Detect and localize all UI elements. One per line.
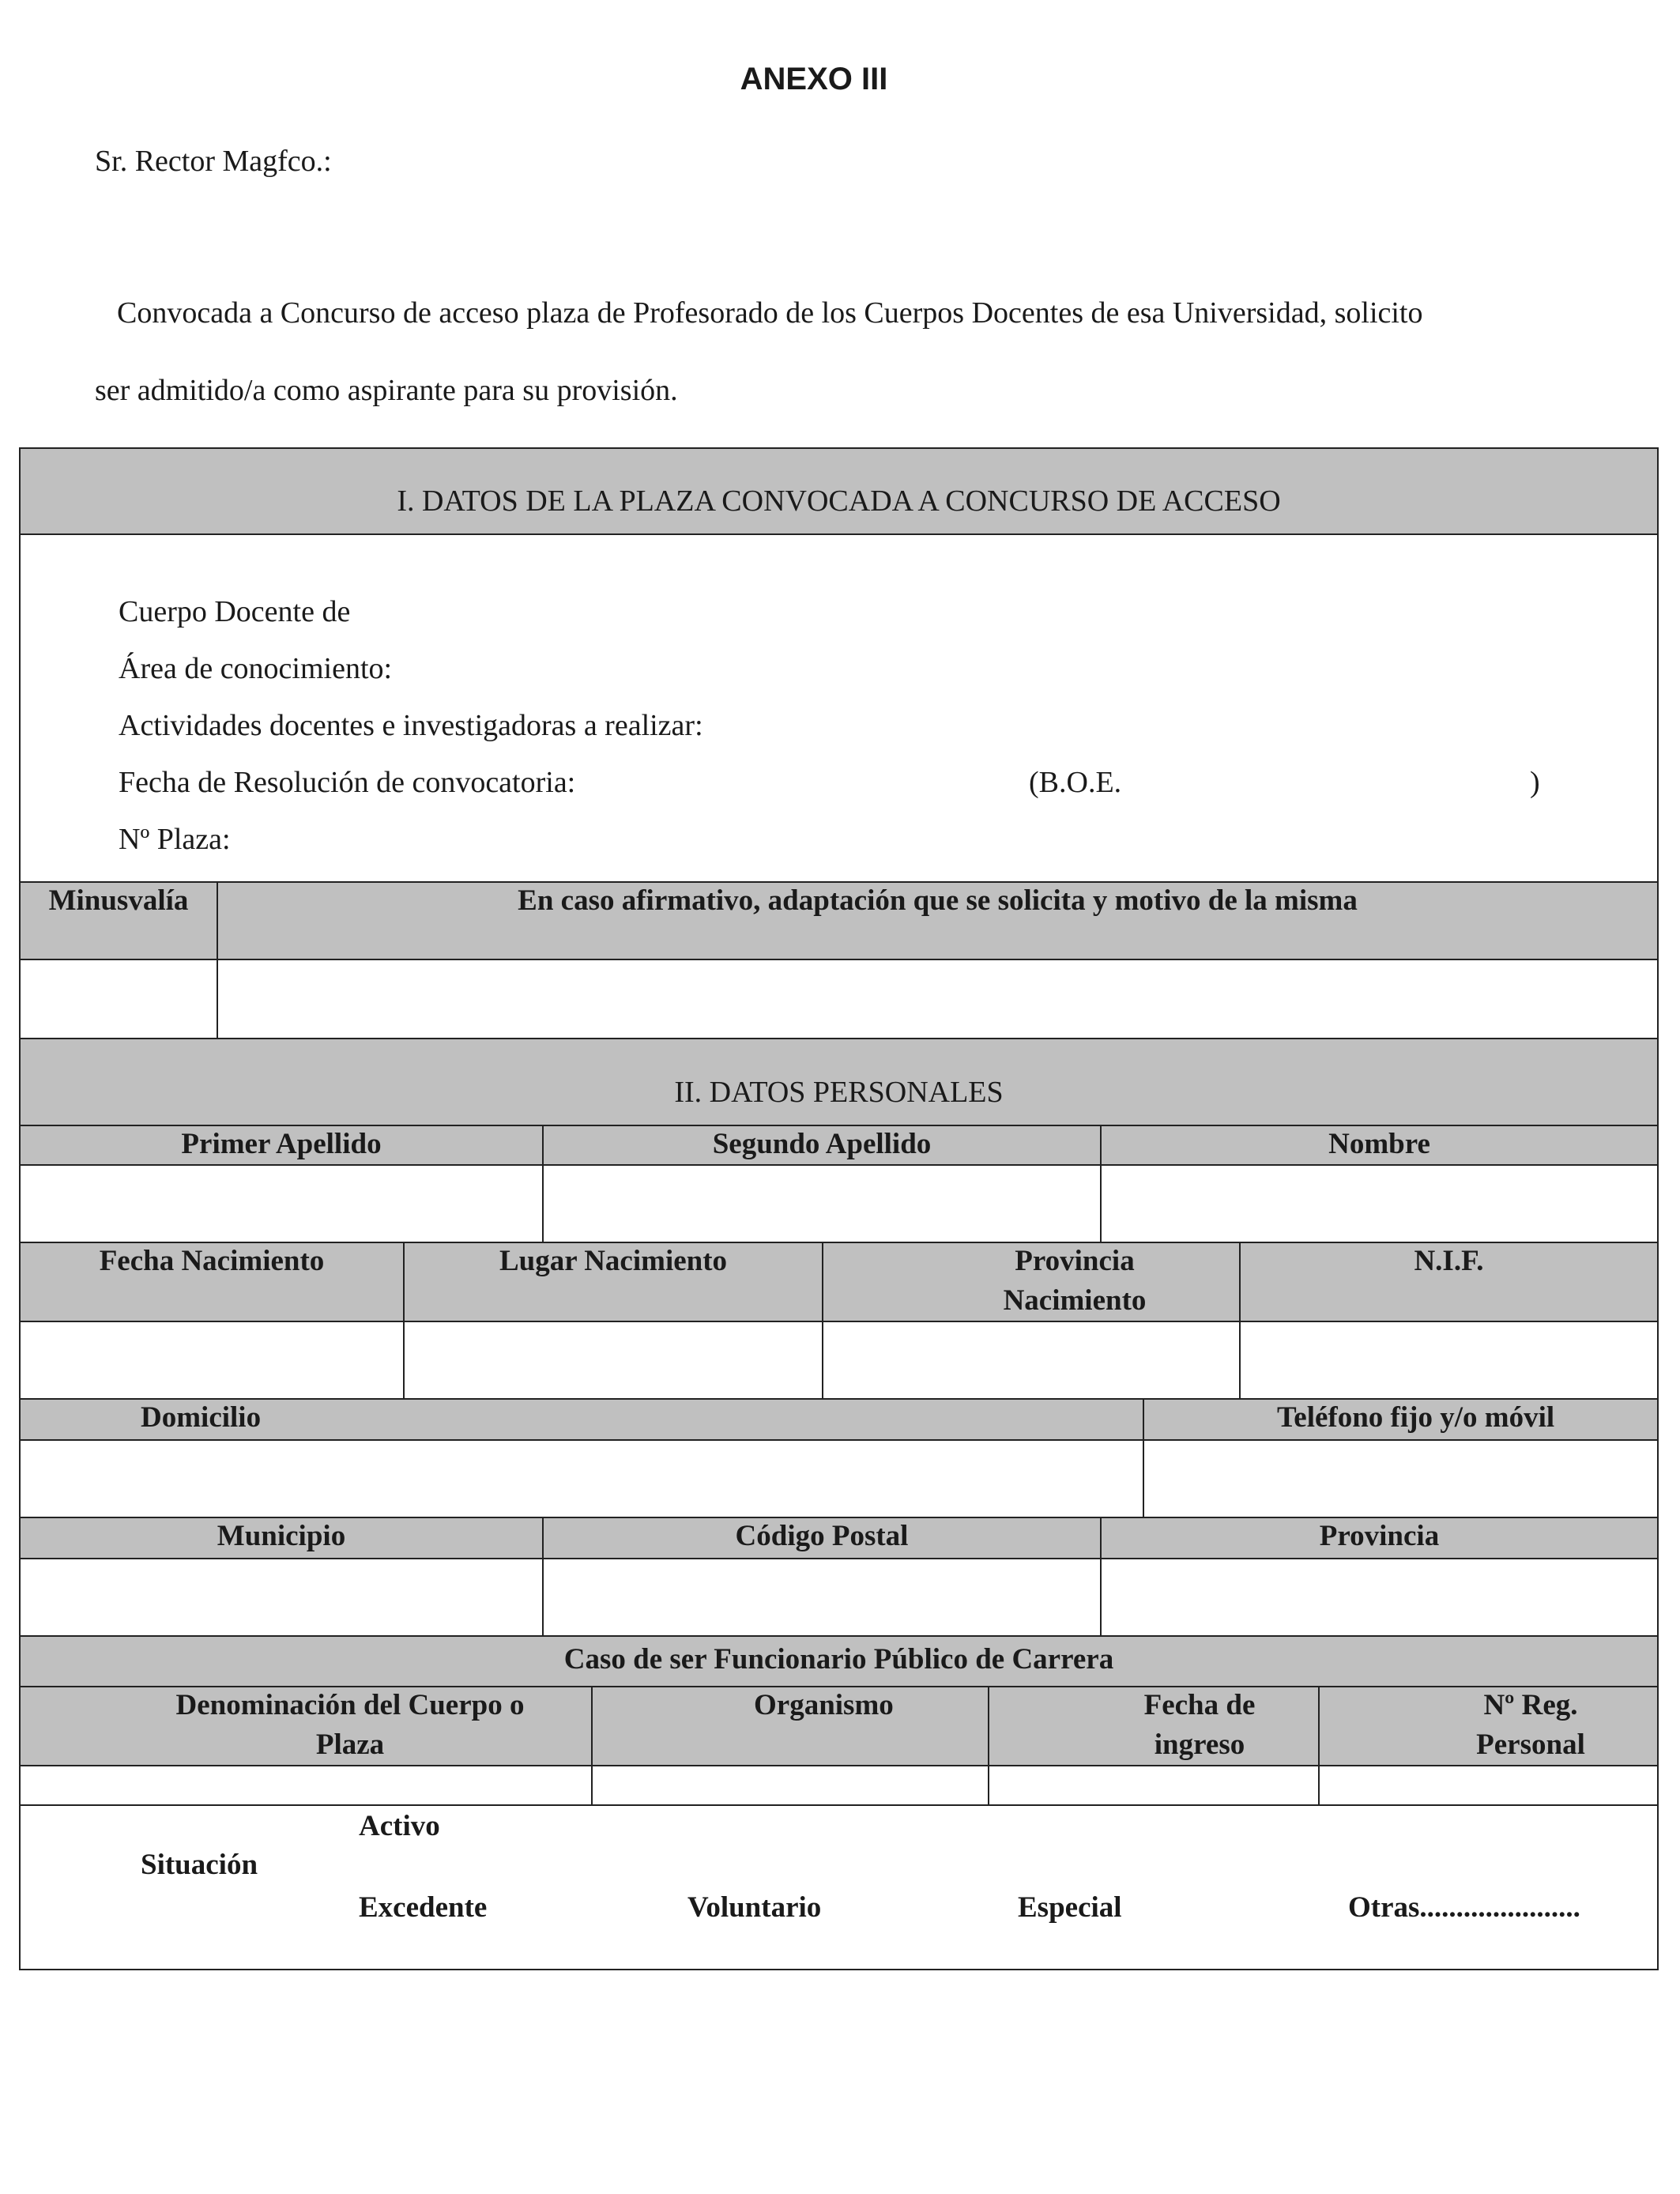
- actividades-label: Actividades docentes e investigadoras a realizar:: [119, 709, 703, 742]
- fecha-resolucion-label: Fecha de Resolución de convocatoria:: [119, 766, 576, 799]
- adaptacion-input[interactable]: [218, 960, 1657, 1038]
- segundo-apellido-input[interactable]: [544, 1166, 1100, 1242]
- funcionario-header: Caso de ser Funcionario Público de Carrera: [563, 1643, 1114, 1676]
- registro-header-line1: Nº Reg.: [1483, 1689, 1578, 1721]
- intro-line-2: ser admitido/a como aspirante para su provisión.: [95, 374, 678, 407]
- organismo-header: Organismo: [754, 1689, 894, 1721]
- intro-line-1: Convocada a Concurso de acceso plaza de Profesorado de los Cuerpos Docentes de esa Universidad, solicito: [117, 296, 1423, 330]
- telefono-header: Teléfono fijo y/o móvil: [1277, 1401, 1555, 1434]
- fecha-ingreso-header-line1: Fecha de: [1143, 1689, 1256, 1721]
- minusvalia-header: Minusvalía: [48, 884, 189, 917]
- provincia-nacimiento-input[interactable]: [823, 1322, 1239, 1398]
- organismo-input[interactable]: [593, 1766, 988, 1804]
- minusvalia-input[interactable]: [21, 960, 217, 1038]
- primer-apellido-input[interactable]: [21, 1166, 542, 1242]
- especial-option[interactable]: Especial: [1018, 1891, 1122, 1924]
- situacion-label: Situación: [141, 1849, 258, 1881]
- excedente-option[interactable]: Excedente: [359, 1891, 488, 1924]
- lugar-nacimiento-input[interactable]: [405, 1322, 822, 1398]
- denominacion-input[interactable]: [21, 1766, 591, 1804]
- adaptacion-header: En caso afirmativo, adaptación que se solicita y motivo de la misma: [518, 884, 1358, 917]
- voluntario-option[interactable]: Voluntario: [687, 1891, 822, 1924]
- registro-input[interactable]: [1320, 1766, 1657, 1804]
- document-title: ANEXO III: [740, 62, 888, 96]
- rule: [19, 1804, 1657, 1806]
- salutation: Sr. Rector Magfco.:: [95, 145, 332, 178]
- fecha-ingreso-header-line2: ingreso: [1154, 1728, 1245, 1761]
- domicilio-input[interactable]: [21, 1441, 1143, 1517]
- provincia-nacimiento-header-line1: Provincia: [1015, 1245, 1135, 1277]
- fecha-ingreso-input[interactable]: [989, 1766, 1318, 1804]
- fecha-nacimiento-input[interactable]: [21, 1322, 403, 1398]
- provincia-nacimiento-header-line2: Nacimiento: [1003, 1284, 1147, 1317]
- rule: [19, 533, 1657, 535]
- otras-option[interactable]: Otras......................: [1348, 1891, 1580, 1924]
- area-conocimiento-label: Área de conocimiento:: [119, 652, 393, 685]
- provincia-header: Provincia: [1319, 1520, 1440, 1552]
- nif-header: N.I.F.: [1414, 1245, 1484, 1277]
- activo-option[interactable]: Activo: [359, 1810, 440, 1842]
- provincia-input[interactable]: [1102, 1559, 1657, 1635]
- codigo-postal-header: Código Postal: [735, 1520, 909, 1552]
- lugar-nacimiento-header: Lugar Nacimiento: [499, 1245, 728, 1277]
- plaza-number-label: Nº Plaza:: [119, 823, 231, 856]
- domicilio-header: Domicilio: [141, 1401, 262, 1434]
- codigo-postal-input[interactable]: [544, 1559, 1100, 1635]
- telefono-input[interactable]: [1144, 1441, 1657, 1517]
- nombre-input[interactable]: [1102, 1166, 1657, 1242]
- municipio-header: Municipio: [217, 1520, 346, 1552]
- denominacion-header-line2: Plaza: [315, 1728, 385, 1761]
- segundo-apellido-header: Segundo Apellido: [712, 1128, 932, 1160]
- cuerpo-docente-label: Cuerpo Docente de: [119, 595, 351, 628]
- rule: [19, 1635, 1657, 1637]
- nombre-header: Nombre: [1328, 1128, 1430, 1160]
- boe-open-label: (B.O.E.: [1029, 766, 1122, 799]
- municipio-input[interactable]: [21, 1559, 542, 1635]
- boe-close-label: ): [1530, 766, 1540, 799]
- section2-title: II. DATOS PERSONALES: [674, 1076, 1004, 1109]
- nif-input[interactable]: [1241, 1322, 1657, 1398]
- fecha-nacimiento-header: Fecha Nacimiento: [99, 1245, 325, 1277]
- registro-header-line2: Personal: [1476, 1728, 1585, 1761]
- denominacion-header-line1: Denominación del Cuerpo o: [175, 1689, 525, 1721]
- primer-apellido-header: Primer Apellido: [181, 1128, 382, 1160]
- section1-title: I. DATOS DE LA PLAZA CONVOCADA A CONCURSO DE ACCESO: [397, 484, 1281, 518]
- rule: [19, 1038, 1657, 1039]
